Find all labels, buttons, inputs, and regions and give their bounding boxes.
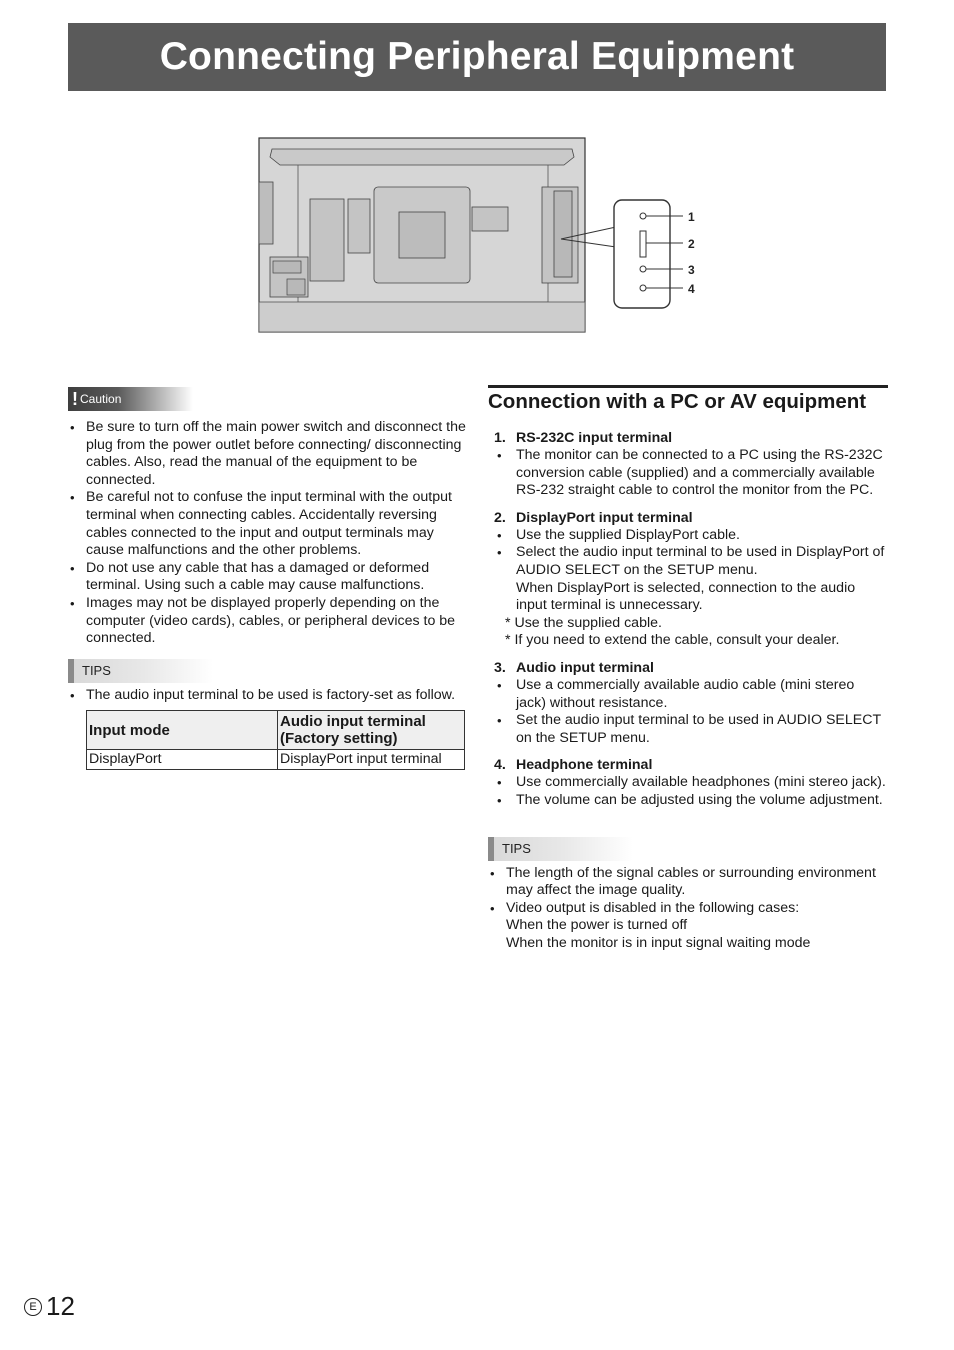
continuation-text: When DisplayPort is selected, connection to the audio input terminal is unnecessary. — [516, 579, 856, 614]
list-item: • Do not use any cable that has a damaged or deformed terminal. Using such a cable may cause malfunctions. — [68, 560, 466, 595]
tips-list-right — [488, 865, 888, 953]
list-item: • Be sure to turn off the main power switch and disconnect the plug from the power outlet before connecting/ disconnecting cables. Also, read the manual of the equipment to be connected. — [68, 419, 466, 489]
tips-label: TIPS — [82, 663, 111, 679]
list-item: • The length of the signal cables or surrounding environment may affect the image quality. — [488, 865, 888, 900]
list-item: • Use the supplied DisplayPort cable. — [488, 527, 888, 545]
continuation-text: When the power is turned off — [506, 917, 688, 934]
list-item: • The audio input terminal to be used is factory-set as follow. — [68, 687, 466, 705]
item-number: 4. — [494, 757, 506, 774]
item-audio-input — [488, 659, 888, 747]
rear-panel-diagram — [258, 137, 718, 337]
list-item: • The monitor can be connected to a PC using the RS-232C conversion cable (supplied) and a commercially available RS-232 straight cable to control the monitor from the PC. — [488, 447, 888, 500]
table-cell: DisplayPort input terminal — [278, 750, 465, 770]
list-item: • Use a commercially available audio cable (mini stereo jack) without resistance. — [488, 677, 888, 712]
item-number: 3. — [494, 659, 506, 676]
list-item: • Be careful not to confuse the input terminal with the output terminal when connecting cables. Accidentally reversing cables connected to the input and output terminals may cause malfunctions and the other problems. — [68, 489, 466, 559]
table-header-audio-input: Audio input terminal (Factory setting) — [278, 711, 465, 750]
section-heading: Connection with a PC or AV equipment — [488, 385, 888, 414]
right-column — [488, 385, 888, 952]
table-header-input-mode: Input mode — [87, 711, 278, 750]
tips-list-left — [68, 687, 466, 705]
item-headphone — [488, 756, 888, 809]
note: * Use the supplied cable. — [505, 614, 662, 631]
caution-list — [68, 419, 466, 648]
list-item: • Set the audio input terminal to be used in AUDIO SELECT on the SETUP menu. — [488, 712, 888, 747]
tips-label: TIPS — [502, 841, 531, 856]
item-title: DisplayPort input terminal — [516, 509, 693, 526]
page-title-bar — [68, 23, 886, 91]
item-title: Headphone terminal — [516, 757, 653, 774]
table-cell: DisplayPort — [87, 750, 278, 770]
item-number: 1. — [494, 430, 506, 446]
tips-tag-left — [68, 659, 213, 683]
item-title: RS-232C input terminal — [516, 430, 673, 446]
list-item: • The volume can be adjusted using the volume adjustment. — [488, 792, 888, 810]
caution-label: Caution — [80, 392, 122, 406]
list-item: • Video output is disabled in the following cases: When the power is turned off When the monitor is in input signal waiting mode — [488, 900, 888, 953]
list-item: • Select the audio input terminal to be used in DisplayPort of AUDIO SELECT on the SETUP menu. When DisplayPort is selected, connection to the audio input terminal is unnecessary. — [488, 544, 888, 614]
language-mark: E — [24, 1298, 42, 1316]
callout-4: 4 — [688, 282, 695, 296]
page-footer — [24, 1291, 75, 1322]
page-number: 12 — [46, 1291, 75, 1321]
item-displayport — [488, 509, 888, 650]
table-row — [87, 750, 465, 770]
caution-tag — [68, 387, 193, 411]
callout-3: 3 — [688, 263, 695, 277]
list-item: • Use commercially available headphones (mini stereo jack). — [488, 774, 888, 792]
list-item: • Images may not be displayed properly depending on the computer (video cards), cables, or peripheral devices to be connected. — [68, 595, 466, 648]
callout-1: 1 — [688, 210, 695, 224]
item-number: 2. — [494, 509, 506, 526]
item-rs232c — [488, 429, 888, 500]
item-title: Audio input terminal — [516, 659, 654, 676]
left-column — [68, 387, 466, 770]
note: * If you need to extend the cable, consult your dealer. — [505, 632, 840, 649]
callout-2: 2 — [688, 237, 695, 251]
exclamation-icon: ! — [72, 389, 78, 409]
tips-tag-right — [488, 837, 633, 861]
page-title: Connecting Peripheral Equipment — [159, 35, 795, 78]
continuation-text: When the monitor is in input signal waiting mode — [506, 934, 811, 951]
audio-input-table — [86, 710, 465, 770]
